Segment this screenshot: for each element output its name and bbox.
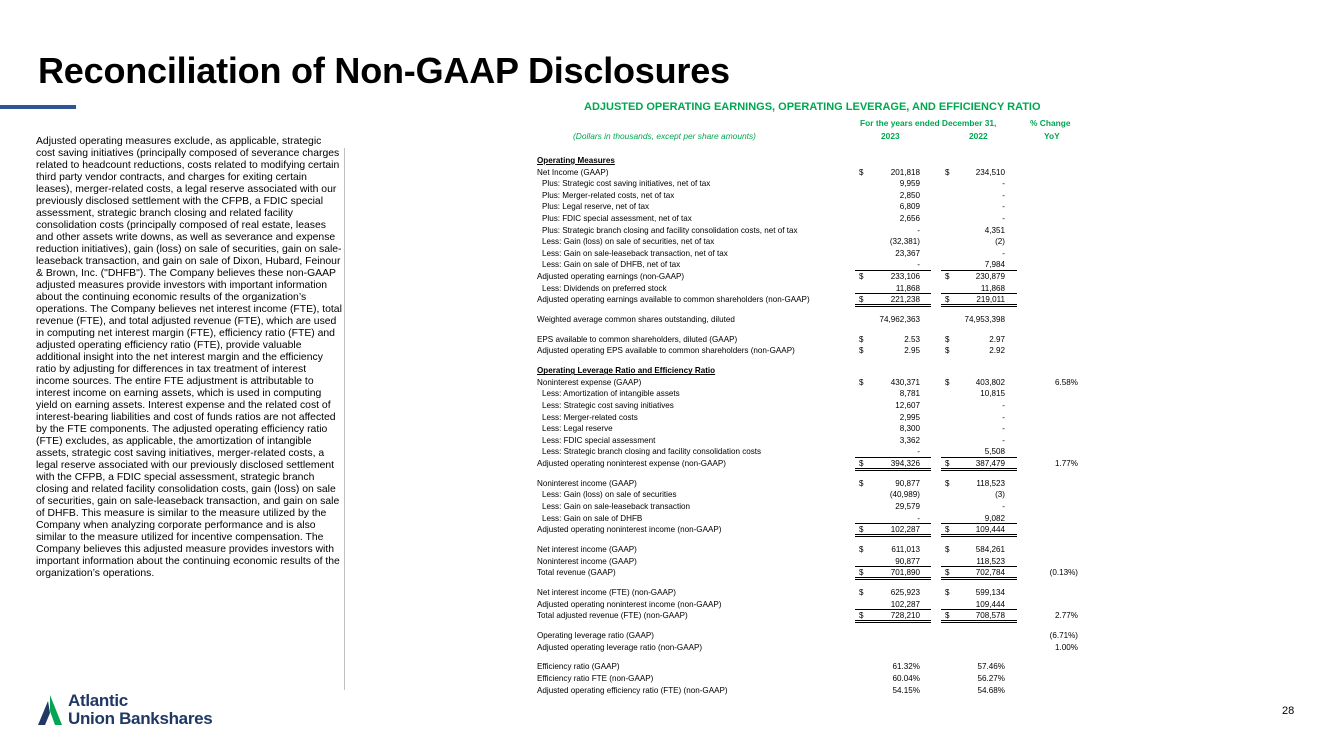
value-yoy-change: (6.71%) [1049,631,1078,640]
table-row [537,673,1085,684]
value-2023: 2.95 [904,346,920,356]
table-row [537,435,1085,446]
row-label: Less: Gain (loss) on sale of securities, net of tax [542,237,715,247]
currency-symbol: $ [859,295,864,305]
value-yoy-change: 6.58% [1055,377,1078,387]
value-2022: - [1002,502,1005,511]
row-label: Adjusted operating noninterest expense (non-GAAP) [537,459,726,468]
value-2022: 702,784 [975,568,1005,578]
value-2022: - [1002,248,1005,258]
value-yoy-change: 1.00% [1055,642,1078,652]
value-2023: - [917,513,920,523]
table-row [537,501,1085,512]
table-row [537,556,1085,567]
value-2022: 230,879 [975,272,1005,281]
currency-symbol: $ [945,295,950,305]
value-2023: 23,367 [895,248,920,258]
row-label: Adjusted operating noninterest income (non-GAAP) [537,525,722,535]
table-row [537,412,1085,423]
row-label: Plus: Strategic branch closing and facility consolidation costs, net of tax [542,225,798,235]
row-label: Less: Merger-related costs [542,412,638,422]
value-2022: - [1002,424,1005,434]
value-2023: 2,656 [899,214,920,223]
table-row [537,599,1085,610]
value-2023: 2,850 [899,190,920,200]
value-2023: 102,287 [890,525,920,535]
currency-symbol: $ [945,568,950,578]
value-2023: 11,868 [895,283,920,293]
row-label: Less: Strategic branch closing and facility consolidation costs [542,447,762,457]
row-label: Less: Strategic cost saving initiatives [542,401,674,410]
currency-symbol: $ [945,611,950,621]
row-label: Less: Gain on sale-leaseback transaction, net of tax [542,248,728,258]
currency-symbol: $ [859,334,864,344]
row-label: Net interest income (FTE) (non-GAAP) [537,588,676,597]
units-note: (Dollars in thousands, except per share amounts) [573,131,756,141]
currency-symbol: $ [945,167,950,177]
currency-symbol: $ [859,525,864,535]
currency-symbol: $ [859,568,864,578]
row-label: Noninterest income (GAAP) [537,556,637,566]
value-2022: - [1002,412,1005,422]
row-label: Operating Leverage Ratio and Efficiency Ratio [537,366,716,376]
value-2023: 625,923 [890,588,920,597]
value-2022: 2.97 [989,334,1005,344]
table-row [537,513,1085,524]
value-2023: 2,995 [899,412,920,422]
value-2023: 394,326 [890,459,920,468]
row-label: Adjusted operating noninterest income (non-GAAP) [537,599,722,609]
row-label: EPS available to common shareholders, diluted (GAAP) [537,334,738,344]
row-label: Less: Gain on sale of DHFB, net of tax [542,260,681,270]
value-yoy-change: 1.77% [1055,459,1078,468]
row-label: Adjusted operating earnings available to common shareholders (non-GAAP) [537,295,810,305]
row-label: Adjusted operating EPS available to common shareholders (non-GAAP) [537,346,795,356]
row-label: Noninterest income (GAAP) [537,478,637,488]
column-divider [344,148,345,690]
year-header-1: 2023 [881,131,900,141]
logo-mark-icon [38,695,66,725]
value-2023: 61.32% [892,662,920,672]
row-label: Plus: Merger-related costs, net of tax [542,190,675,200]
value-2022: - [1002,179,1005,189]
table-row [537,661,1085,672]
table-row [537,190,1085,201]
value-2022: 387,479 [975,459,1005,468]
table-row [537,587,1085,598]
value-2023: 3,362 [899,435,920,445]
value-2023: 60.04% [892,674,920,683]
page-title: Reconciliation of Non-GAAP Disclosures [38,50,730,91]
row-label: Total adjusted revenue (FTE) (non-GAAP) [537,611,688,621]
table-row [537,524,1085,535]
value-2023: 12,607 [895,401,920,410]
table-row [537,248,1085,259]
table-row [537,630,1085,641]
row-label: Plus: Legal reserve, net of tax [542,202,650,212]
value-2023: - [917,225,920,235]
value-2023: 8,300 [899,424,920,434]
value-2022: - [1002,435,1005,445]
value-2022: 74,953,398 [964,315,1005,324]
value-2023: 201,818 [890,167,920,177]
logo-text-line2: Union Bankshares [68,709,213,728]
currency-symbol: $ [945,459,950,468]
page-number: 28 [1282,705,1295,717]
value-2023: 90,877 [895,478,920,488]
table-row [537,685,1085,696]
currency-symbol: $ [945,588,950,597]
year-header-2: 2022 [969,131,988,141]
row-label: Noninterest expense (GAAP) [537,377,642,387]
table-row [537,478,1085,489]
row-label: Plus: FDIC special assessment, net of tax [542,214,692,223]
table-row [537,423,1085,434]
value-2022: 708,578 [975,611,1005,621]
currency-symbol: $ [859,346,864,356]
value-2023: (32,381) [889,237,920,247]
currency-symbol: $ [859,167,864,177]
value-2022: 118,523 [976,556,1005,566]
table-row [537,400,1085,411]
table-row [537,314,1085,325]
value-2022: 118,523 [976,478,1005,488]
row-label: Adjusted operating efficiency ratio (FTE) (non-GAAP) [537,685,728,695]
value-2023: 728,210 [890,611,920,621]
company-logo [38,692,268,728]
value-2022: 403,802 [975,377,1005,387]
table-row [537,489,1085,500]
value-yoy-change: (0.13%) [1049,568,1078,578]
title-accent-rule [0,105,76,109]
value-2023: 29,579 [895,502,920,511]
value-2023: 6,809 [899,202,920,212]
currency-symbol: $ [945,377,950,387]
row-label: Operating Measures [537,156,615,165]
table-title: ADJUSTED OPERATING EARNINGS, OPERATING LEVERAGE, AND EFFICIENCY RATIO [584,101,1041,113]
table-row [537,377,1085,388]
value-2022: 11,868 [980,283,1005,293]
value-2022: - [1002,214,1005,223]
row-label: Less: Gain on sale of DHFB [542,513,643,523]
value-2022: 2.92 [989,346,1005,356]
row-label: Less: Dividends on preferred stock [542,283,667,293]
value-2023: 430,371 [890,377,920,387]
currency-symbol: $ [945,478,950,488]
value-2022: (2) [995,237,1005,247]
row-label: Total revenue (GAAP) [537,568,616,578]
currency-symbol: $ [859,588,864,597]
value-2023: 102,287 [890,599,920,609]
value-2022: 7,984 [984,260,1005,270]
table-row [537,236,1085,247]
row-label: Less: Gain (loss) on sale of securities [542,490,677,500]
table-row [537,201,1085,212]
disclosure-paragraph: Adjusted operating measures exclude, as applicable, strategic cost saving initiatives (principally composed of severance charges related to headcount reductions, costs related to modifying certain third party vendor contracts, and charges for exiting certain leases), merger-related costs, a legal reserve associated with our previously disclosed settlement with the CFPB, a FDIC special assessment, strategic branch closing and related facility consolidation costs (principally composed of real estate, leases and other assets write downs, as well as severance and expense reduction initiatives), gain (loss) on sale of securities, gain on sale-leaseback transaction, and gain on sale of Dixon, Hubard, Feinour & Brown, Inc. ("DHFB"). The Company believes these non-GAAP adjusted measures provide investors with important information about the continuing economic results of the organization’s operations. The Company believes net interest income (FTE), total revenue (FTE), and total adjusted revenue (FTE), which are used in computing net interest margin (FTE), efficiency ratio (FTE) and adjusted operating efficiency ratio (FTE), provide valuable additional insight into the net interest margin and the efficiency ratio by adjusting for differences in tax treatment of interest income sources. The entire FTE adjustment is attributable to interest income on earning assets, which is used in computing yield on earning assets. Interest expense and the related cost of interest-bearing liabilities and cost of funds ratios are not affected by the FTE components. The adjusted operating efficiency ratio (FTE) excludes, as applicable, the amortization of intangible assets, strategic cost saving initiatives, merger-related costs, a legal reserve associated with our previously disclosed settlement with the CFPB, a FDIC special assessment, strategic branch closing and related facility consolidation costs, gain (loss) on sale of securities, gain on sale-leaseback transaction, and gain on sale of DHFB. This measure is similar to the measure utilized by the Company when analyzing corporate performance and is also similar to the measure utilized for incentive compensation. The Company believes this adjusted measure provides investors with important information about the continuing economic results of the organization’s operations. [36,136,342,579]
table-section-header [537,365,1085,376]
row-label: Less: FDIC special assessment [542,435,656,445]
table-row [537,388,1085,399]
logo-text-line1: Atlantic [68,691,128,710]
table-row [537,610,1085,621]
row-label: Less: Gain on sale-leaseback transaction [542,502,691,511]
currency-symbol: $ [945,272,950,281]
period-header: For the years ended December 31, [860,118,997,128]
table-row [537,642,1085,653]
table-row [537,446,1085,457]
value-2022: - [1002,401,1005,410]
row-label: Weighted average common shares outstanding, diluted [537,315,735,324]
row-label: Plus: Strategic cost saving initiatives, net of tax [542,179,711,189]
value-2022: 219,011 [976,295,1005,305]
value-2023: 54.15% [892,685,920,695]
table-row [537,178,1085,189]
table-row [537,167,1085,178]
value-2022: 54.68% [977,685,1005,695]
value-2022: 599,134 [975,588,1005,597]
currency-symbol: $ [859,377,864,387]
currency-symbol: $ [859,545,864,554]
yoy-header: YoY [1044,131,1060,141]
row-label: Net interest income (GAAP) [537,545,637,554]
table-row [537,567,1085,578]
currency-symbol: $ [945,525,950,535]
value-2023: - [917,260,920,270]
change-header: % Change [1030,118,1071,128]
currency-symbol: $ [859,272,864,281]
table-row [537,271,1085,282]
table-row [537,213,1085,224]
value-2022: 234,510 [975,167,1005,177]
value-2022: - [1002,190,1005,200]
value-2022: 56.27% [977,674,1005,683]
currency-symbol: $ [945,545,950,554]
value-2023: 233,106 [890,272,920,281]
value-2022: 4,351 [984,225,1005,235]
row-label: Adjusted operating leverage ratio (non-GAAP) [537,642,703,652]
table-row [537,544,1085,555]
value-yoy-change: 2.77% [1055,611,1078,621]
row-label: Less: Legal reserve [542,424,613,434]
value-2023: 90,877 [895,556,920,566]
currency-symbol: $ [859,459,864,468]
value-2023: 9,959 [899,179,920,189]
table-section-header [537,155,1085,166]
currency-symbol: $ [859,478,864,488]
table-row [537,345,1085,356]
value-2023: 8,781 [899,389,920,399]
currency-symbol: $ [859,611,864,621]
row-label: Operating leverage ratio (GAAP) [537,631,654,640]
row-label: Adjusted operating earnings (non-GAAP) [537,272,685,281]
value-2023: 74,962,363 [879,315,920,324]
currency-symbol: $ [945,346,950,356]
table-row [537,225,1085,236]
value-2023: 2.53 [904,334,920,344]
value-2023: - [917,447,920,457]
value-2022: 584,261 [975,545,1005,554]
row-label: Less: Amortization of intangible assets [542,389,680,399]
table-row [537,294,1085,305]
row-label: Efficiency ratio FTE (non-GAAP) [537,674,654,683]
table-row [537,259,1085,270]
value-2023: 611,013 [891,545,920,554]
value-2022: - [1002,202,1005,212]
value-2023: 221,238 [890,295,920,305]
table-row [537,334,1085,345]
value-2022: 5,508 [984,447,1005,457]
table-row [537,458,1085,469]
value-2022: 10,815 [980,389,1005,399]
table-row [537,283,1085,294]
currency-symbol: $ [945,334,950,344]
value-2022: (3) [995,490,1005,500]
value-2023: 701,890 [890,568,920,578]
row-label: Efficiency ratio (GAAP) [537,662,620,672]
value-2022: 57.46% [977,662,1005,672]
value-2022: 9,082 [984,513,1005,523]
value-2023: (40,989) [889,490,920,500]
value-2022: 109,444 [975,599,1005,609]
value-2022: 109,444 [975,525,1005,535]
row-label: Net Income (GAAP) [537,167,609,177]
